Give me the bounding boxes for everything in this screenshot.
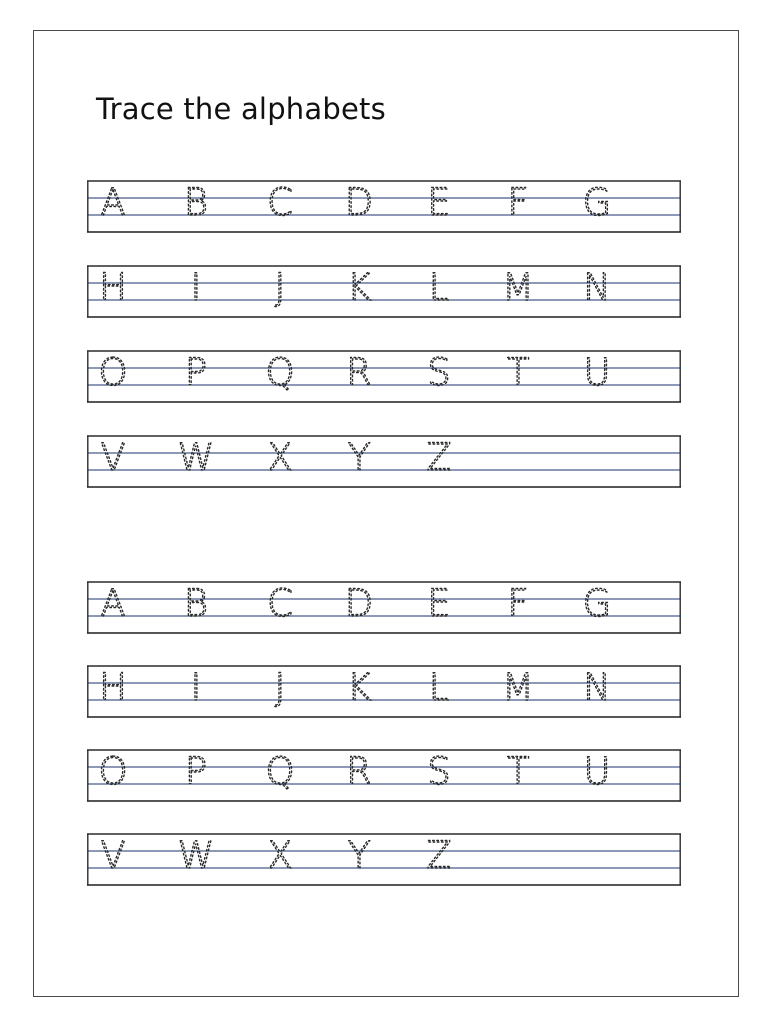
trace-letter: I [190, 666, 202, 709]
trace-letter: A [100, 181, 126, 224]
tracing-row [87, 265, 681, 318]
trace-letter: Y [347, 436, 371, 479]
tracing-row-graphic [87, 833, 681, 886]
tracing-row-graphic [87, 749, 681, 802]
trace-letter: A [100, 582, 126, 625]
trace-letter: W [177, 436, 215, 479]
trace-letter: X [267, 834, 293, 877]
trace-letter: G [582, 582, 612, 625]
tracing-row-graphic [87, 265, 681, 318]
trace-letter: G [582, 181, 612, 224]
tracing-row-graphic [87, 581, 681, 634]
trace-letter: X [267, 436, 293, 479]
trace-letter: Q [265, 351, 295, 394]
tracing-row [87, 749, 681, 802]
trace-letter: U [583, 351, 611, 394]
tracing-row [87, 833, 681, 886]
trace-letter: W [177, 834, 215, 877]
trace-letter: O [98, 750, 128, 793]
trace-letter: T [506, 351, 530, 394]
trace-letter: O [98, 351, 128, 394]
trace-letter: H [99, 666, 127, 709]
tracing-row-graphic [87, 665, 681, 718]
trace-letter: B [183, 582, 209, 625]
trace-letter: H [99, 266, 127, 309]
trace-letter: F [507, 582, 529, 625]
trace-letter: N [583, 266, 611, 309]
trace-letter: D [344, 582, 374, 625]
trace-letter: I [190, 266, 202, 309]
trace-letter: N [583, 666, 611, 709]
trace-letter: Z [426, 436, 452, 479]
tracing-row [87, 581, 681, 634]
trace-letter: L [428, 266, 450, 309]
trace-letter: Z [426, 834, 452, 877]
trace-letter: S [427, 750, 451, 793]
trace-letter: F [507, 181, 529, 224]
trace-letter: E [427, 582, 451, 625]
tracing-row [87, 350, 681, 403]
tracing-row-graphic [87, 435, 681, 488]
trace-letter: B [183, 181, 209, 224]
trace-letter: V [100, 834, 126, 877]
tracing-row-graphic [87, 350, 681, 403]
trace-letter: C [267, 181, 293, 224]
trace-letter: T [506, 750, 530, 793]
trace-letter: M [502, 266, 534, 309]
trace-letter: L [428, 666, 450, 709]
worksheet-title: Trace the alphabets [96, 92, 386, 126]
trace-letter: K [346, 666, 372, 709]
trace-letter: M [502, 666, 534, 709]
tracing-row [87, 665, 681, 718]
trace-letter: C [267, 582, 293, 625]
trace-letter: V [100, 436, 126, 479]
trace-letter: U [583, 750, 611, 793]
trace-letter: Q [265, 750, 295, 793]
trace-letter: P [184, 351, 208, 394]
trace-letter: D [344, 181, 374, 224]
trace-letter: K [346, 266, 372, 309]
trace-letter: R [346, 351, 372, 394]
trace-letter: R [346, 750, 372, 793]
trace-letter: E [427, 181, 451, 224]
trace-letter: P [184, 750, 208, 793]
tracing-rows [87, 0, 681, 1024]
tracing-row [87, 180, 681, 233]
trace-letter: Y [347, 834, 371, 877]
tracing-row-graphic [87, 180, 681, 233]
trace-letter: J [274, 266, 286, 309]
tracing-row [87, 435, 681, 488]
trace-letter: J [274, 666, 286, 709]
trace-letter: S [427, 351, 451, 394]
